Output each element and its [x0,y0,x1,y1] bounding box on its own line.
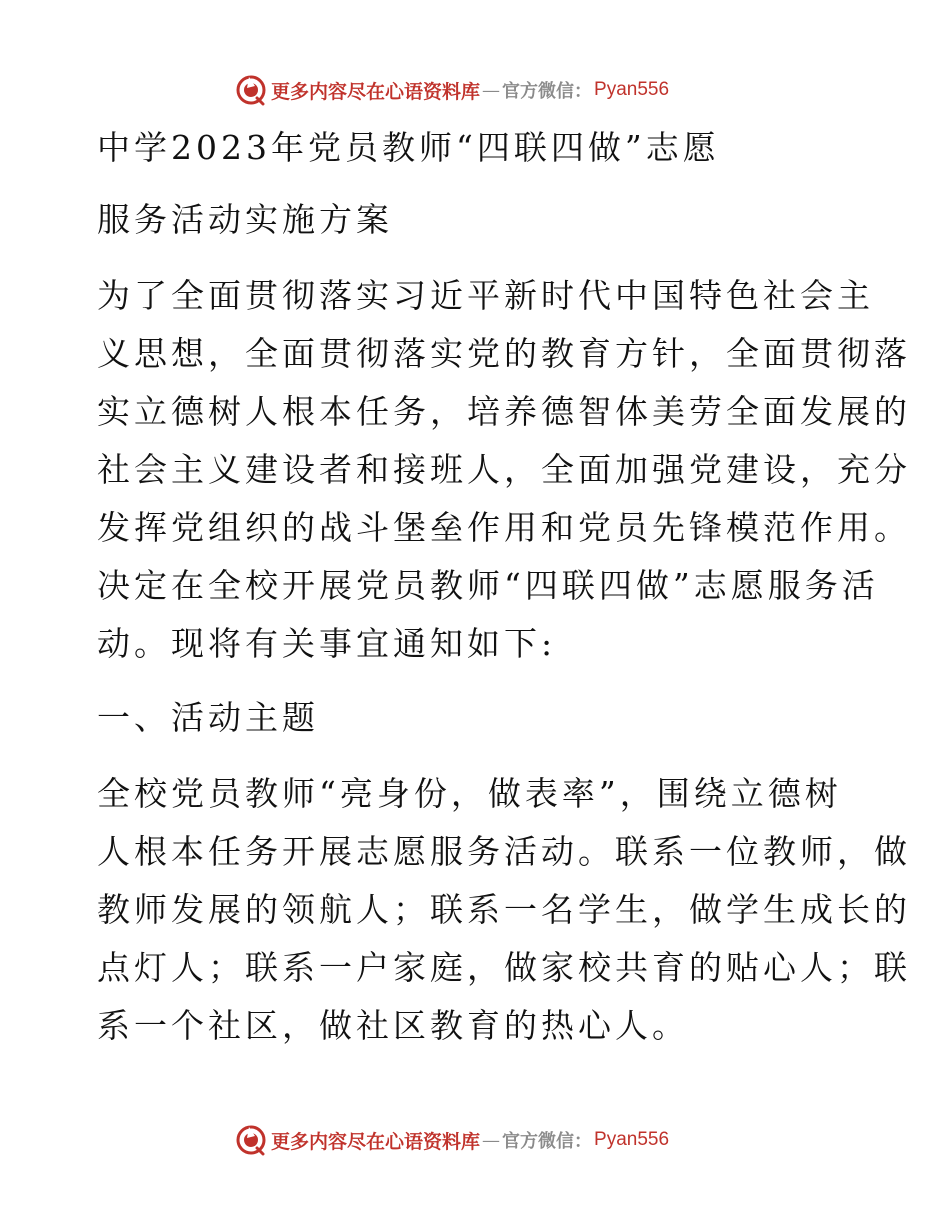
intro-line-3: 实立德树人根本任务，培养德智体美劳全面发展的 [97,392,911,431]
watermark-wechat-id: Pyan556 [594,1129,670,1150]
watermark-separator: — [482,79,501,101]
document-title-line-2: 服务活动实施方案 [97,200,393,239]
intro-line-4: 社会主义建设者和接班人，全面加强党建设，充分 [97,450,911,489]
section1-line-4: 点灯人；联系一户家庭，做家校共育的贴心人；联 [97,948,911,987]
brand-logo-icon [235,1124,267,1156]
watermark-banner-top [235,72,715,108]
intro-line-2: 义思想，全面贯彻落实党的教育方针，全面贯彻落 [97,334,911,373]
section1-line-3: 教师发展的领航人；联系一名学生，做学生成长的 [97,890,911,929]
section-heading-theme: 一、活动主题 [97,698,319,737]
watermark-site-text: 更多内容尽在心语资料库 [271,1130,481,1153]
watermark-separator: — [482,1129,501,1151]
brand-logo-icon [235,74,267,106]
watermark-wechat-id: Pyan556 [594,79,670,100]
section1-line-2: 人根本任务开展志愿服务活动。联系一位教师，做 [97,832,911,871]
watermark-site-text: 更多内容尽在心语资料库 [271,80,481,103]
section1-line-5: 系一个社区，做社区教育的热心人。 [97,1006,689,1045]
intro-line-5: 发挥党组织的战斗堡垒作用和党员先锋模范作用。 [97,508,911,547]
intro-line-7: 动。现将有关事宜通知如下: [97,624,557,663]
document-title-line-1: 中学2023年党员教师“四联四做”志愿 [97,128,720,167]
watermark-wechat-label: 官方微信： [502,81,593,102]
watermark-banner-bottom [235,1122,715,1158]
intro-line-6: 决定在全校开展党员教师“四联四做”志愿服务活 [97,566,879,605]
intro-line-1: 为了全面贯彻落实习近平新时代中国特色社会主 [97,276,874,315]
watermark-wechat-label: 官方微信： [502,1131,593,1152]
section1-line-1: 全校党员教师“亮身份，做表率”，围绕立德树 [97,774,842,813]
